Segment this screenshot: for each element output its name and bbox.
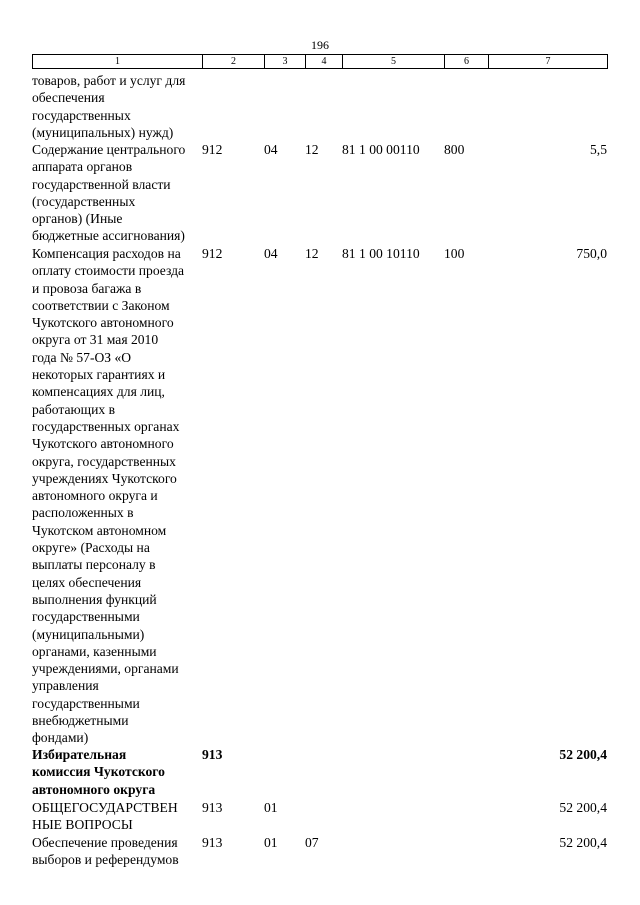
row-expense-type: 800 (444, 142, 465, 157)
header-col-7: 7 (545, 56, 551, 67)
row-name: Обеспечение проведения выборов и референдумов (32, 835, 179, 868)
header-col-1: 1 (33, 55, 203, 68)
row-grbs: 913 (202, 747, 223, 762)
row-target-code: 81 1 00 00110 (342, 142, 420, 157)
row-name: Избирательная комиссия Чукотского автономного округа (32, 747, 165, 797)
row-name: Содержание центрального аппарата органов государственной власти (государственных органов) (Иные бюджетные ассигнования) (32, 142, 186, 244)
row-expense-type: 100 (444, 246, 465, 261)
row-grbs: 912 (202, 246, 223, 261)
table-header (32, 54, 608, 69)
row-sum: 52 200,4 (559, 835, 607, 850)
row-sum: 5,5 (590, 142, 607, 157)
row-subsection: 07 (305, 835, 319, 850)
row-name: ОБЩЕГОСУДАРСТВЕН НЫЕ ВОПРОСЫ (32, 800, 178, 833)
row-sum: 52 200,4 (559, 747, 607, 762)
row-grbs: 912 (202, 142, 223, 157)
row-section: 01 (264, 835, 278, 850)
row-sum: 52 200,4 (559, 800, 607, 815)
row-section: 04 (264, 246, 278, 261)
row-target-code: 81 1 00 10110 (342, 246, 420, 261)
row-sum: 750,0 (576, 246, 607, 261)
header-col-3: 3 (265, 55, 306, 68)
row-grbs: 913 (202, 835, 223, 850)
row-subsection: 12 (305, 246, 319, 261)
row-subsection: 12 (305, 142, 319, 157)
header-col-6: 6 (445, 55, 489, 68)
row-grbs: 913 (202, 800, 223, 815)
row-name: Компенсация расходов на оплату стоимости проезда и провоза багажа в соответствии с Законом Чукотского автономного округа от 31 мая 2010 года № 57-ОЗ «О некоторых гарантиях и компенсациях для лиц, работающих в государственных органах Чукотского автономного округа, государственных учреждениях Чукотского автономного округа и расположенных в Чукотском автономном округе» (Расходы на выплаты персоналу в целях обеспечения выполнения функций государственными (муниципальными) органами, казенными учреждениями, органами управления государственными внебюджетными фондами) (32, 246, 185, 746)
page-number: 196 (311, 38, 329, 52)
row-section: 01 (264, 800, 278, 815)
row-section: 04 (264, 142, 278, 157)
header-col-4: 4 (306, 55, 343, 68)
row-name: товаров, работ и услуг для обеспечения государственных (муниципальных) нужд) (32, 73, 186, 140)
header-col-2: 2 (203, 55, 265, 68)
header-col-5: 5 (343, 55, 445, 68)
